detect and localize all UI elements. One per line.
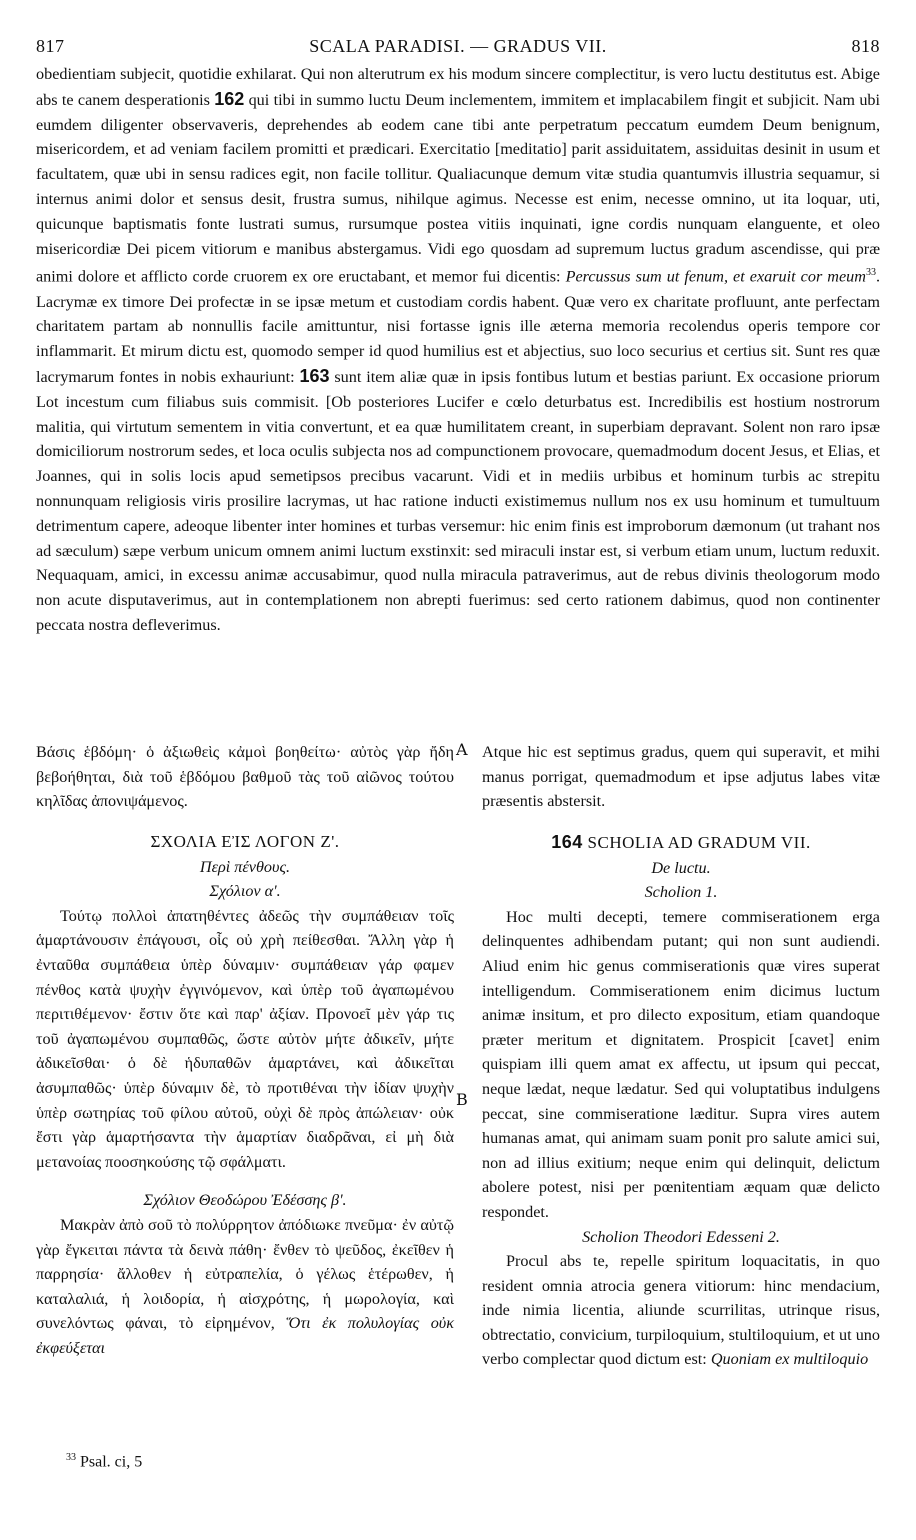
marginal-number: 162: [214, 88, 245, 109]
footnote: [66, 1452, 142, 1471]
latin-closing-paragraph: Atque hic est septimus gradus, quem qui superavit, et mihi manus porrigat, quemadmodum et ipse adjutus labes vitæ præsentis abstersit.: [482, 743, 880, 811]
marginal-number: 164: [551, 832, 583, 852]
greek-scholia-subheading: Περὶ πένθους.: [199, 857, 291, 876]
latin-scholia-heading-line: [482, 830, 880, 856]
running-title: SCALA PARADISI. — GRADUS VII.: [309, 36, 607, 56]
greek-scholion1-title: Σχόλιον α'.: [209, 882, 281, 901]
greek-closing-paragraph: Βάσις ἑβδόμη· ὁ ἀξιωθεὶς κἀμοὶ βοηθείτω· αὐτὸς γὰρ ἤδη βεβοήθηται, διὰ τοῦ ἑβδόμου βαθμοῦ τὰς τοῦ αἰῶνος τούτου κηλῖδας ἀπονιψάμενος.: [36, 743, 454, 811]
latin-scholion1-title: Scholion 1.: [644, 883, 718, 902]
footnote-number: 33: [66, 1452, 76, 1463]
greek-scholion2-title: Σχόλιον Θεοδώρου Ἐδέσσης β'.: [143, 1191, 347, 1210]
marginal-number: 163: [299, 365, 330, 386]
latin-scholion2-text: Procul abs te, repelle spiritum loquacitatis, in quo resident omnia atrocia genera vitiorum: hinc mendacium, inde nimia licentia, aliunde scurrilitas, utrinque risus, obtrectatio, convicium, turpiloquium, stultiloquium, et ut uno verbo complectar quod dictum est:: [482, 1252, 880, 1369]
greek-scholia-heading: ΣΧΟΛΙΑ ΕἸΣ ΛΟΓΟΝ Ζ'.: [150, 832, 340, 851]
greek-scholion2-text: Μακρὰν ἀπὸ σοῦ τὸ πολύρρητον ἀπόδιωκε πνεῦμα· ἐν αὐτῷ γὰρ ἔγκειται πάντα τὰ δεινὰ πάθη· ἔνθεν τὸ ψεῦδος, ἐκεῖθεν ἡ παρρησία· ἄλλοθεν ἡ εὐτραπελία, ὁ γέλως ἑτέρωθεν, ἡ καταλαλιά, ἡ λοιδορία, ἡ αἰσχρότης, ἡ μωρολογία, καὶ συνελόντως φάναι, τὸ εἰρημένον,: [36, 1215, 454, 1333]
latin-scholion1-text: Hoc multi decepti, temere commiserationem erga delinquentes adhibendam putant; qui non sunt audiendi. Aliud enim hic genus commiserationis quæ vires superat intelligendum. Commiserationem enim dicimus luctum animæ insitum, et pro dilecto expositum, etiam quandoque præter meritum et dignitatem. Prospicit [cavet] enim quispiam illi quem amat ex affectu, ut ipsum qui peccat, neque lædat, neque lædatur. Sed qui voluptatibus indulgens peccat, sine commiseratione læditur. Supra vires autem humanas amat, qui animam suam ponit pro salute amici sui, non ad illius exitium; neque enim qui delinquit, delictum abolere potest, nisi per pœnitentiam æquam quæ delicto respondet.: [482, 907, 880, 1221]
greek-scholion2-quote: Ὅτι ἐκ πολυλογίας οὐκ ἐκφεύξεται: [36, 1314, 454, 1357]
column-marker-b: B: [456, 1090, 468, 1109]
greek-scholion1-text: Τούτῳ πολλοὶ ἀπατηθέντες ἀδεῶς τὴν συμπάθειαν τοῖς ἁμαρτάνουσιν ἐπάγουσι, οἷς οὐ χρὴ πείθεσθαι. Ἄλλη γὰρ ἡ ἐνταῦθα συμπάθεια ὑπὲρ δύναμιν· συμπάθειαν γάρ φαμεν πένθος κατὰ ψυχὴν ἐγγινόμενον, καὶ ὑπὲρ τοῦ ἀγαπωμένου περιτιθέμενον· ἔστιν ὅτε καὶ παρ' ἀξίαν. Προνοεῖ μὲν γάρ τις τοῦ ἀγαπωμένου συμπαθῶς, ὥστε αὐτὸν μήτε ἀδικεῖν, μήτε ἀδικεῖσθαι· ὁ δὲ ἡδυπαθῶν ἁμαρτάνει, καὶ ἀδικεῖται ἀσυμπαθῶς· ὑπὲρ δύναμιν δὲ, τὸ προτιθέναι τὴν ἰδίαν ψυχὴν ὑπὲρ σωτηρίας τοῦ φίλου αὐτοῦ, οὐχὶ δὲ πρὸς ἀπώλειαν· οὐκ ἔστι γὰρ ἁμαρτήσαντα τὴν ἁμαρτίαν διαδρᾶναι, εἰ μὴ διὰ μετανοίας ποοσηκούσης τῷ σφάλματι.: [36, 906, 454, 1171]
page-number-right: 818: [851, 36, 880, 56]
greek-scholion2-para: [36, 1213, 454, 1361]
column-marker-a: A: [456, 740, 468, 759]
latin-scholion2-quote: Quoniam ex multiloquio: [710, 1350, 869, 1369]
main-latin-text: [36, 62, 880, 638]
page-number-left: 817: [36, 36, 65, 56]
latin-scholion2-title: Scholion Theodori Edesseni 2.: [582, 1227, 780, 1246]
text-segment: qui tibi in summo luctu Deum inclementem, immitem et implacabilem fingit et subjicit. Nam ubi eumdem diligenter observaveris, deprehendes ab eodem cane tibi ante perpetratum peccatum eumdem Deum benignum, misericordem, et ad veniam facilem promitti et prædicari. Exercitatio [meditatio] parit assiduitatem, assiduitas desinit in usum et facultatem, quæ ubi in sensu radices egit, non facile tollitur. Qualiacunque demum vitæ studia quantumvis illustria sequamur, si internus animi dolor et sensus desit, frustra sumus, nihilque agimus. Necesse est enim, necesse omnino, ut ita loquar, uti, quicunque baptismatis fonte lustrati sumus, rursumque postea vitiis inquinati, igne cordis nunquam elanguente, et oleo misericordiæ Dei picem vitiorum e manibus abstergamus. Vidi ego quosdam ad supremum luctus gradum ascendisse, qui præ animi dolore et afflicto corde cruorem ex ore eructabant, et memor fui dicentis:: [36, 90, 880, 286]
latin-scholia-subheading: De luctu.: [651, 858, 711, 877]
latin-scholion2-para: [482, 1249, 880, 1372]
text-segment: . Lacrymæ ex timore Dei profectæ in se ipsæ metum et custodiam cordis habent. Quæ vero ex charitate profluunt, ante perfectam charitatem partam ab nonnullis facile amittuntur, nisi fortasse ignis ille æterna memoria recolendus operis tempore cor inflammarit. Et mirum dictu est, quomodo semper id quod humilius est et abjectius, suo loco securius et certius sit. Sunt res quæ lacrymarum fontes in nobis exhauriunt:: [36, 267, 881, 386]
greek-scholia-column: [36, 830, 454, 1360]
footnote-text: Psal. ci, 5: [80, 1453, 143, 1471]
running-header: [36, 36, 880, 60]
text-segment: obedientiam subjecit, quotidie exhilarat. Qui non alterutrum ex his modum sincere complectitur, is vero luctu destitutus est. Abige abs te canem desperationis: [36, 65, 880, 109]
latin-scholia-column: [482, 830, 880, 1372]
scripture-quote: Percussus sum ut fenum, et exaruit cor meum: [565, 267, 866, 286]
footnote-ref: 33: [865, 267, 876, 279]
latin-scholia-heading: SCHOLIA AD GRADUM VII.: [587, 833, 811, 852]
text-segment: sunt item aliæ quæ in ipsis fontibus lutum et bestias pariunt. Ex occasione priorum Lot incestum cum filiabus suis commisit. [Ob posteriores Lucifer e cœlo deturbatus est. Incredibilis est hostium nostrorum malitia, qui virtutum sementem in vitia convertunt, et ea quæ humilitatem creant, in superbiam depravant. Solent non raro ipsæ domiciliorum nostrorum sedes, et loca oculis subjecta nos ad compunctionem provocare, quemadmodum docent Jesus, et Elias, et Joannes, qui in solis locis apud semetipsos precibus vacarunt. Vidi et in mediis urbibus et hominum turbis ac strepitu nonnunquam religiosis viris prosilire lacrymas, ut hac ratione inducti existimemus nullum nos ex usu hominum et tumultuum detrimentum capere, adeoque libenter inter homines et turbas versemur: hic enim finis est improborum dæmonum (ut trahant nos ad sæculum) sæpe verbum unicum omnem animi luctum exstinxit: sed miraculi instar est, si verbum etiam unum, luctum reduxit. Nequaquam, amici, in excessu animæ accusabimur, quod nulla miracula patraverimus, aut de rebus divinis theologorum modo non acute disputaverimus, aut in contemplationem non abrepti fuerimus: sed certo rationem dabimus, quod non continenter peccata nostra defleverimus.: [36, 367, 880, 634]
